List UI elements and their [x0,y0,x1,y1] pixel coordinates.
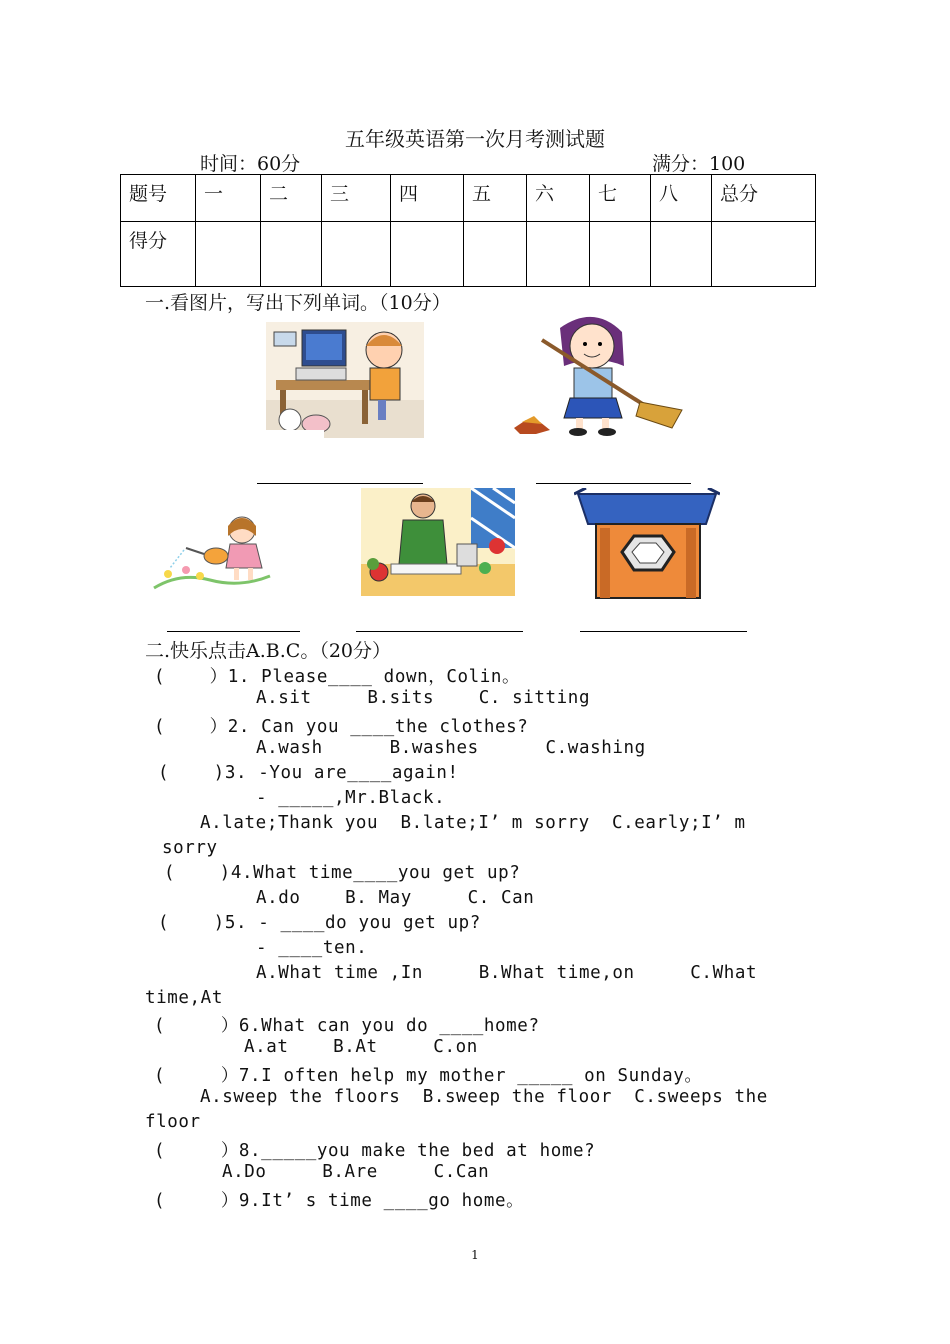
question-line: - _____,Mr.Black. [256,788,446,808]
score-input-cell[interactable] [464,222,527,287]
score-input-cell[interactable] [261,222,322,287]
score-input-cell[interactable] [590,222,651,287]
table-cell: 四 [391,175,464,222]
options-line: A.sweep the floors B.sweep the floor C.sweeps the [200,1087,768,1107]
score-table-score-row [121,222,816,287]
question-line: ( )4.What time____you get up? [164,863,521,883]
score-input-cell[interactable] [651,222,712,287]
options-line: A.sit B.sits C. sitting [256,688,591,708]
answer-line[interactable] [257,483,423,484]
score-table-header-row [121,175,816,222]
table-cell: 三 [322,175,391,222]
score-input-cell[interactable] [391,222,464,287]
house-picture [574,488,720,602]
answer-line[interactable] [536,483,691,484]
score-input-cell[interactable] [527,222,590,287]
table-cell: 总分 [712,175,816,222]
question-line: ( ）9.It’ s time ____go home。 [154,1191,525,1211]
section2-heading: 二.快乐点击A.B.C。（20分） [145,640,392,662]
page-number: 1 [471,1248,479,1262]
options-line: A.What time ,In B.What time,on C.What [256,963,758,983]
options-line: A.late;Thank you B.late;I’ m sorry C.early;I’ m [200,813,746,833]
table-cell: 六 [527,175,590,222]
options-line: sorry [162,838,218,858]
computer-kid-picture [266,322,424,438]
watering-girl-picture [150,510,278,606]
question-line: ( ）1. Please____ down，Colin。 [154,667,521,687]
sweeping-girl-picture [512,310,688,442]
score-input-cell[interactable] [712,222,816,287]
question-line: - ____ten. [256,938,368,958]
answer-line[interactable] [167,631,300,632]
answer-line[interactable] [580,631,747,632]
score-table [120,174,816,287]
options-line: A.do B. May C. Can [256,888,535,908]
score-input-cell[interactable] [196,222,261,287]
score-input-cell[interactable] [322,222,391,287]
table-cell: 八 [651,175,712,222]
full-score-label: 满分：100 [652,153,746,175]
table-cell: 题号 [121,175,196,222]
table-cell: 一 [196,175,261,222]
question-line: ( ）2. Can you ____the clothes? [154,717,529,737]
question-line: ( ）8._____you make the bed at home? [154,1141,596,1161]
question-line: ( ）7.I often help my mother _____ on Sunday。 [154,1066,703,1086]
time-label: 时间：60分 [200,153,301,175]
options-line: time,At [145,988,223,1008]
question-line: ( )5. - ____do you get up? [158,913,481,933]
options-line: A.Do B.Are C.Can [222,1162,490,1182]
table-cell: 二 [261,175,322,222]
question-line: ( ）6.What can you do ____home? [154,1016,540,1036]
answer-line[interactable] [356,631,523,632]
section1-heading: 一.看图片，写出下列单词。（10分） [145,292,451,314]
options-line: A.wash B.washes C.washing [256,738,646,758]
page-title: 五年级英语第一次月考测试题 [345,127,605,151]
table-cell: 五 [464,175,527,222]
table-cell: 得分 [121,222,196,287]
options-line: floor [145,1112,201,1132]
question-line: ( )3. -You are____again! [158,763,459,783]
options-line: A.at B.At C.on [244,1037,478,1057]
cooking-man-picture [361,488,515,603]
table-cell: 七 [590,175,651,222]
